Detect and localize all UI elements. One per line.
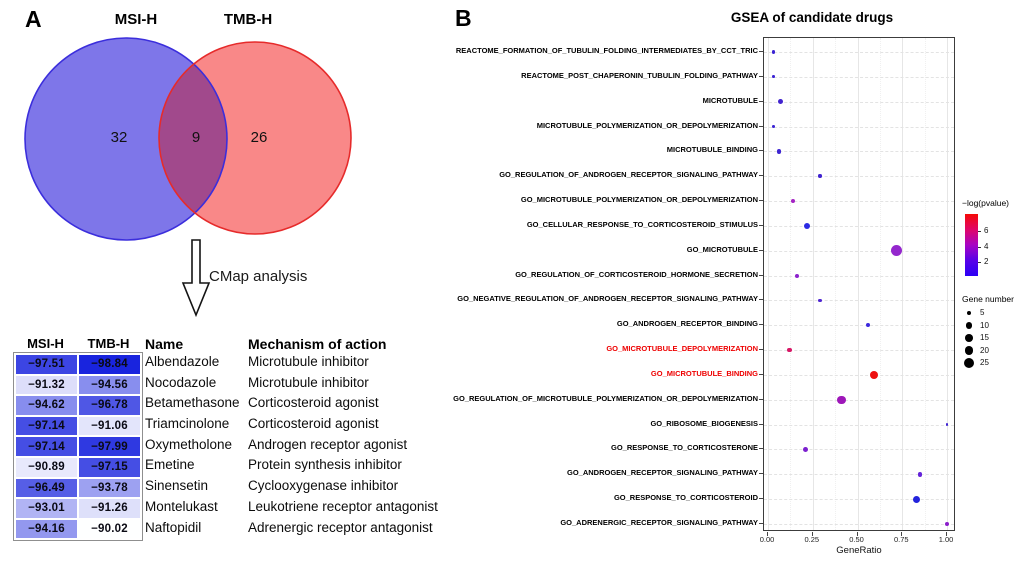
- y-tick: [759, 250, 763, 251]
- drug-mechanism: Androgen receptor agonist: [248, 436, 408, 452]
- gridline-row: [764, 151, 954, 152]
- y-tick: [759, 374, 763, 375]
- y-tick: [759, 523, 763, 524]
- size-legend-dot: [965, 346, 974, 355]
- x-tick-label: 0.75: [893, 535, 909, 544]
- gridline-minor: [925, 38, 926, 530]
- score-cell: −97.14: [16, 437, 77, 456]
- gsea-dot: [818, 299, 821, 302]
- score-cell: −91.32: [16, 376, 77, 395]
- score-cell: −97.14: [16, 417, 77, 436]
- chart-title: GSEA of candidate drugs: [730, 10, 894, 25]
- gsea-dot: [791, 199, 795, 203]
- drug-name: Sinensetin: [145, 478, 209, 494]
- drug-name: Albendazole: [145, 354, 220, 369]
- score-cell: −96.78: [79, 396, 140, 415]
- drug-name: Betamethasone: [145, 395, 240, 411]
- pathway-label: GO_RESPONSE_TO_CORTICOSTEROID: [613, 493, 758, 503]
- pathway-labels: [440, 37, 758, 531]
- y-tick: [759, 101, 763, 102]
- gsea-dot: [891, 245, 902, 256]
- panel-b-label: B: [455, 5, 472, 31]
- venn-set1-label: MSI-H: [114, 11, 158, 28]
- drug-table-header-msi: MSI-H: [27, 336, 64, 351]
- gridline-row: [764, 251, 954, 252]
- gsea-dot: [870, 371, 878, 379]
- gridline-row: [764, 176, 954, 177]
- gsea-dot: [866, 323, 870, 327]
- pathway-label: GO_MICROTUBULE_BINDING: [650, 368, 758, 378]
- drug-table-header-moa: Mechanism of action: [248, 336, 387, 352]
- y-tick: [759, 324, 763, 325]
- size-legend-tick-label: 20: [980, 345, 989, 355]
- drug-mechanism: Cyclooxygenase inhibitor: [248, 478, 399, 494]
- score-cell: −97.51: [16, 355, 77, 374]
- pathway-label: GO_CELLULAR_RESPONSE_TO_CORTICOSTEROID_STIMULUS: [526, 219, 758, 229]
- gridline-row: [764, 226, 954, 227]
- gridline-minor: [790, 38, 791, 530]
- x-tick-label: 0.50: [849, 535, 864, 544]
- pathway-label: MICROTUBULE_BINDING: [666, 145, 758, 155]
- drug-mechanism: Microtubule inhibitor: [248, 374, 369, 390]
- y-tick: [759, 448, 763, 449]
- y-tick: [759, 299, 763, 300]
- score-cell: −98.84: [79, 355, 140, 374]
- gridline-row: [764, 77, 954, 78]
- x-tick-label: 1.00: [938, 535, 954, 544]
- size-legend-title: Gene number: [962, 294, 1014, 304]
- gridline-row: [764, 325, 954, 326]
- score-cell: −91.26: [79, 499, 140, 518]
- gridline-major: [813, 38, 814, 530]
- score-cell: −94.62: [16, 396, 77, 415]
- color-legend-title: −log(pvalue): [962, 198, 1010, 208]
- gsea-dot: [803, 447, 808, 452]
- gridline-major: [947, 38, 948, 530]
- score-cell: −97.99: [79, 437, 140, 456]
- y-tick: [759, 498, 763, 499]
- color-legend-tick: [978, 247, 981, 248]
- drug-name: Oxymetholone: [145, 436, 233, 452]
- gsea-dot: [778, 99, 783, 104]
- pathway-label: GO_ADRENERGIC_RECEPTOR_SIGNALING_PATHWAY: [560, 517, 758, 527]
- gridline-row: [764, 350, 954, 351]
- gridline-row: [764, 300, 954, 301]
- gridline-row: [764, 524, 954, 525]
- pathway-label: REACTOME_POST_CHAPERONIN_TUBULIN_FOLDING_PATHWAY: [521, 70, 758, 80]
- gridline-row: [764, 127, 954, 128]
- y-tick: [759, 349, 763, 350]
- size-legend-tick-label: 15: [980, 333, 989, 343]
- size-legend-dot: [966, 322, 972, 328]
- drug-name-column: [145, 352, 240, 538]
- venn-set1-count: 32: [110, 129, 128, 146]
- drug-name: Nocodazole: [145, 374, 217, 390]
- score-cell: −94.56: [79, 376, 140, 395]
- gsea-dot: [787, 348, 791, 352]
- y-tick: [759, 424, 763, 425]
- pathway-label: GO_NEGATIVE_REGULATION_OF_ANDROGEN_RECEPTOR_SIGNALING_PATHWAY: [457, 294, 758, 304]
- size-legend-tick-label: 25: [980, 358, 989, 368]
- color-legend-tick: [978, 262, 981, 263]
- gridline-minor: [835, 38, 836, 530]
- gsea-plot-area: [763, 37, 955, 531]
- panel-a-label: A: [25, 6, 42, 32]
- drug-mechanism: Corticosteroid agonist: [248, 416, 379, 432]
- score-cell: −94.16: [16, 520, 77, 539]
- x-axis-label: GeneRatio: [836, 545, 882, 556]
- score-cell: −93.78: [79, 479, 140, 498]
- drug-table-header-tmb: TMB-H: [87, 336, 130, 351]
- x-tick-label: 0.25: [804, 535, 820, 544]
- y-tick: [759, 399, 763, 400]
- x-tick-label: 0.00: [759, 535, 775, 544]
- gridline-row: [764, 276, 954, 277]
- gsea-dot: [772, 50, 775, 53]
- gridline-row: [764, 449, 954, 450]
- drug-mechanism: Leukotriene receptor antagonist: [248, 498, 438, 514]
- size-legend-dot: [964, 358, 974, 368]
- y-tick: [759, 126, 763, 127]
- gsea-dot: [837, 396, 845, 404]
- color-legend-tick-label: 6: [984, 226, 989, 235]
- color-legend-tick: [978, 231, 981, 232]
- gridline-major: [768, 38, 769, 530]
- size-legend-dot: [967, 311, 971, 315]
- pathway-label: GO_REGULATION_OF_ANDROGEN_RECEPTOR_SIGNALING_PATHWAY: [499, 170, 758, 180]
- gsea-dot: [945, 522, 949, 526]
- pathway-label: GO_ANDROGEN_RECEPTOR_SIGNALING_PATHWAY: [566, 468, 758, 478]
- gsea-dot: [795, 274, 799, 278]
- pathway-label: GO_RESPONSE_TO_CORTICOSTERONE: [611, 443, 758, 453]
- plot-legend: [960, 198, 1020, 383]
- drug-moa-column: [248, 352, 438, 538]
- gsea-dot: [818, 174, 821, 177]
- drug-table-header-name: Name: [145, 336, 184, 352]
- gsea-dot: [777, 149, 781, 153]
- pathway-label: GO_MICROTUBULE_DEPOLYMERIZATION: [606, 344, 758, 354]
- y-tick: [759, 175, 763, 176]
- score-cell: −91.06: [79, 417, 140, 436]
- drug-name: Naftopidil: [145, 519, 202, 535]
- gridline-row: [764, 102, 954, 103]
- y-tick: [759, 473, 763, 474]
- score-cell: −90.89: [16, 458, 77, 477]
- pathway-label: GO_RIBOSOME_BIOGENESIS: [650, 418, 758, 428]
- y-tick: [759, 225, 763, 226]
- color-legend-tick-label: 4: [984, 241, 989, 251]
- size-legend-tick-label: 10: [980, 320, 989, 330]
- score-cell: −90.02: [79, 520, 140, 539]
- pathway-label: GO_MICROTUBULE: [686, 244, 758, 254]
- venn-set2-label: TMB-H: [223, 11, 273, 28]
- gridline-row: [764, 375, 954, 376]
- gridline-row: [764, 400, 954, 401]
- color-legend-tick-label: 2: [984, 257, 989, 266]
- pathway-label: GO_REGULATION_OF_CORTICOSTEROID_HORMONE_SECRETION: [515, 269, 758, 279]
- pathway-label: GO_MICROTUBULE_POLYMERIZATION_OR_DEPOLYMERIZATION: [520, 195, 758, 205]
- gsea-dot: [913, 496, 920, 503]
- gsea-dot: [804, 223, 810, 229]
- drug-mechanism: Corticosteroid agonist: [248, 395, 379, 411]
- gridline-row: [764, 425, 954, 426]
- venn-overlap-count: 9: [191, 129, 201, 146]
- drug-name: Montelukast: [145, 498, 218, 514]
- color-gradient-bar: [965, 214, 978, 276]
- gridline-minor: [880, 38, 881, 530]
- y-tick: [759, 51, 763, 52]
- pathway-label: GO_REGULATION_OF_MICROTUBULE_POLYMERIZATION_OR_DEPOLYMERIZATION: [453, 393, 758, 403]
- pathway-label: REACTOME_FORMATION_OF_TUBULIN_FOLDING_INTERMEDIATES_BY_CCT_TRIC: [455, 46, 758, 55]
- venn-set2-count: 26: [250, 129, 268, 146]
- gridline-row: [764, 474, 954, 475]
- drug-name: Emetine: [145, 457, 195, 473]
- drug-score-grid: [13, 352, 143, 541]
- gridline-major: [902, 38, 903, 530]
- drug-mechanism: Microtubule inhibitor: [248, 354, 369, 369]
- y-tick: [759, 150, 763, 151]
- y-tick: [759, 76, 763, 77]
- drug-name: Triamcinolone: [145, 416, 230, 432]
- size-legend-tick-label: 5: [980, 308, 985, 317]
- drug-mechanism: Protein synthesis inhibitor: [248, 457, 402, 473]
- score-cell: −97.15: [79, 458, 140, 477]
- pathway-label: GO_ANDROGEN_RECEPTOR_BINDING: [616, 319, 758, 329]
- gsea-dot: [918, 472, 922, 476]
- pathway-label: MICROTUBULE_POLYMERIZATION_OR_DEPOLYMERIZATION: [536, 120, 758, 130]
- drug-mechanism: Adrenergic receptor antagonist: [248, 519, 433, 535]
- gridline-major: [858, 38, 859, 530]
- gridline-row: [764, 52, 954, 53]
- score-cell: −96.49: [16, 479, 77, 498]
- size-legend-dot: [965, 334, 973, 342]
- score-cell: −93.01: [16, 499, 77, 518]
- gridline-row: [764, 499, 954, 500]
- y-tick: [759, 200, 763, 201]
- pathway-label: MICROTUBULE: [702, 95, 758, 105]
- gsea-dot: [772, 125, 775, 128]
- y-tick: [759, 275, 763, 276]
- cmap-analysis-label: CMap analysis: [209, 268, 308, 285]
